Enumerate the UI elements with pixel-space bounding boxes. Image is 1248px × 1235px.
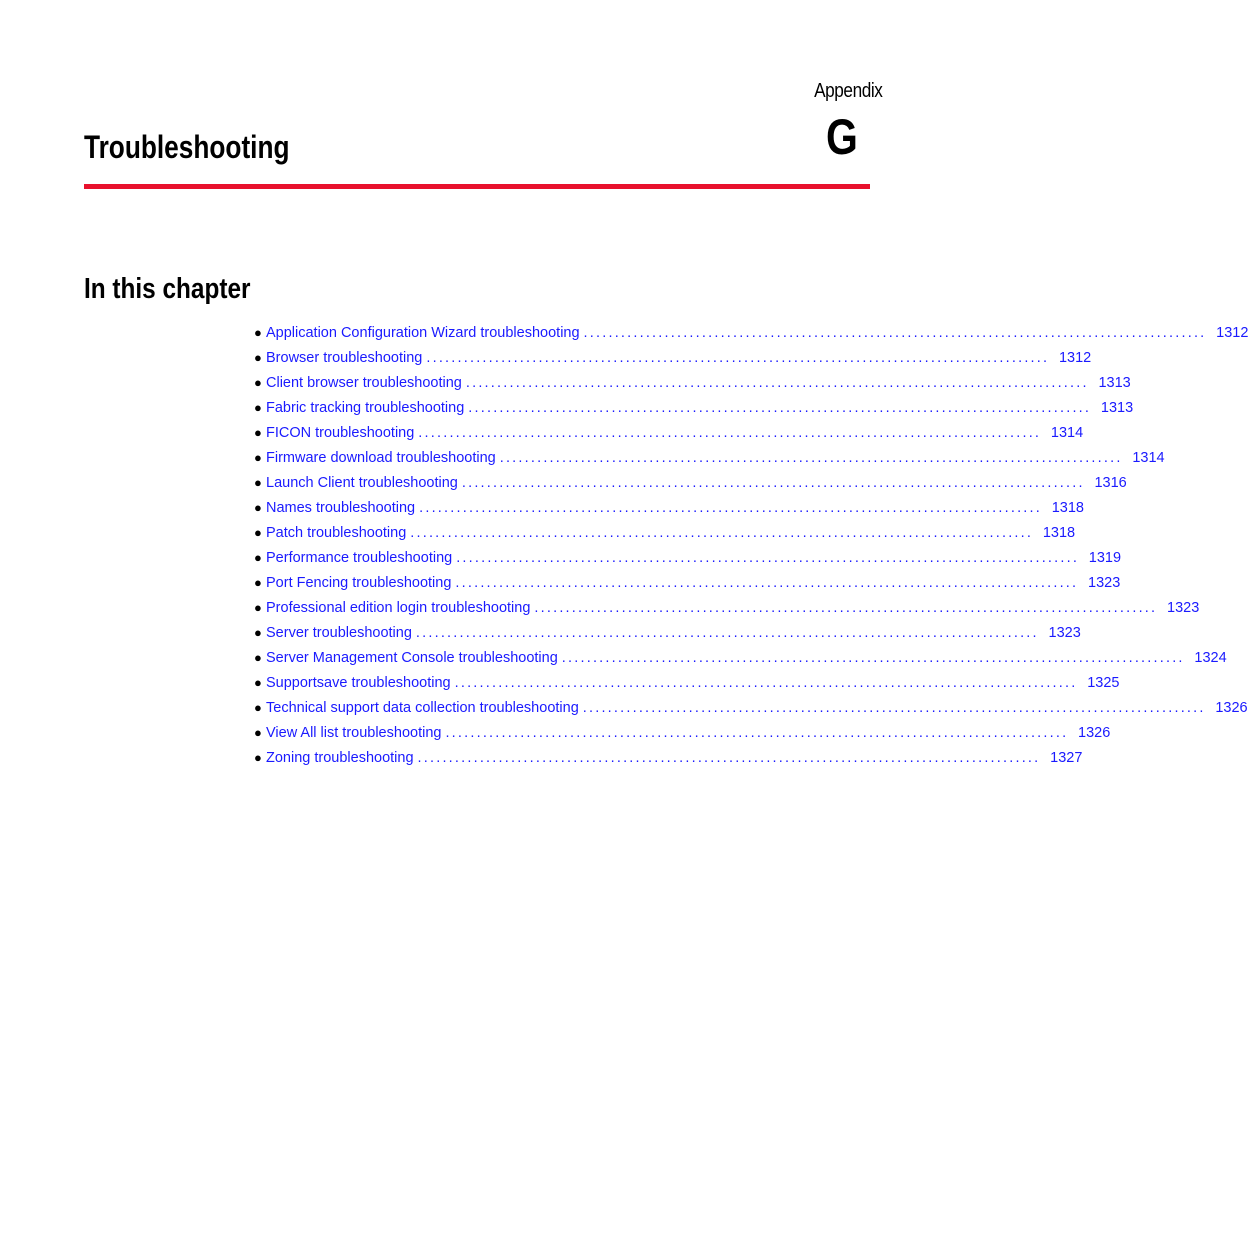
toc-link[interactable]: Technical support data collection troubleshooting — [266, 700, 579, 716]
dot-leader: .................................................................................................... — [419, 500, 1042, 516]
section-heading: In this chapter — [84, 273, 251, 305]
bullet-icon: ● — [254, 350, 262, 365]
toc-item[interactable] — [254, 570, 1121, 595]
toc-page-number[interactable]: 1319 — [1088, 550, 1122, 566]
toc-page-number[interactable]: 1316 — [1094, 475, 1127, 491]
toc-item[interactable] — [254, 445, 1165, 470]
toc-link[interactable]: Port Fencing troubleshooting — [266, 575, 452, 591]
toc-item[interactable] — [254, 545, 1122, 570]
toc-item[interactable] — [254, 345, 1092, 370]
bullet-icon: ● — [254, 650, 262, 665]
toc-item[interactable] — [254, 745, 1083, 770]
bullet-icon: ● — [254, 475, 262, 490]
toc-item[interactable] — [254, 670, 1120, 695]
toc-page-number[interactable]: 1326 — [1078, 725, 1111, 741]
toc-link[interactable]: Server Management Console troubleshooting — [266, 650, 558, 666]
bullet-icon: ● — [254, 700, 262, 715]
toc-link[interactable]: Launch Client troubleshooting — [266, 475, 458, 491]
dot-leader: .................................................................................................... — [582, 700, 1206, 716]
toc-page-number[interactable]: 1323 — [1167, 600, 1200, 616]
toc-link[interactable]: Client browser troubleshooting — [266, 375, 462, 391]
bullet-icon: ● — [254, 400, 262, 415]
dot-leader: .................................................................................................... — [418, 425, 1042, 441]
toc-page-number[interactable]: 1323 — [1088, 575, 1121, 591]
toc-item[interactable] — [254, 720, 1111, 745]
toc-link[interactable]: Performance troubleshooting — [266, 550, 453, 566]
bullet-icon: ● — [254, 425, 262, 440]
toc-item[interactable] — [254, 395, 1134, 420]
toc-page-number[interactable]: 1318 — [1042, 525, 1076, 541]
dot-leader: .................................................................................................... — [583, 325, 1207, 341]
toc-item[interactable] — [254, 695, 1248, 720]
toc-link[interactable]: Application Configuration Wizard troubleshooting — [266, 325, 580, 341]
toc-link[interactable]: FICON troubleshooting — [266, 425, 415, 441]
dot-leader: .................................................................................................... — [417, 750, 1041, 766]
toc-link[interactable]: Patch troubleshooting — [266, 525, 407, 541]
toc-item[interactable] — [254, 495, 1084, 520]
bullet-icon: ● — [254, 325, 262, 340]
bullet-icon: ● — [254, 625, 262, 640]
bullet-icon: ● — [254, 600, 262, 615]
dot-leader: .................................................................................................... — [410, 525, 1034, 541]
bullet-icon: ● — [254, 750, 262, 765]
dot-leader: .................................................................................................... — [455, 575, 1079, 591]
bullet-icon: ● — [254, 575, 262, 590]
dot-leader: .................................................................................................... — [426, 350, 1050, 366]
toc-link[interactable]: Firmware download troubleshooting — [266, 450, 496, 466]
toc-link[interactable]: Professional edition login troubleshooting — [266, 600, 531, 616]
toc-link[interactable]: Supportsave troubleshooting — [266, 675, 451, 691]
toc-item[interactable] — [254, 645, 1227, 670]
toc-item[interactable] — [254, 420, 1084, 445]
toc-page-number[interactable]: 1313 — [1098, 375, 1131, 391]
bullet-icon: ● — [254, 725, 262, 740]
appendix-letter: G — [826, 109, 858, 165]
toc-link[interactable]: Names troubleshooting — [266, 500, 416, 516]
dot-leader: .................................................................................................... — [415, 625, 1039, 641]
toc-page-number[interactable]: 1326 — [1215, 700, 1248, 716]
bullet-icon: ● — [254, 375, 262, 390]
bullet-icon: ● — [254, 450, 262, 465]
toc-item[interactable] — [254, 370, 1131, 395]
toc-page-number[interactable]: 1318 — [1051, 500, 1084, 516]
toc-page-number[interactable]: 1314 — [1132, 450, 1165, 466]
toc-page-number[interactable]: 1312 — [1216, 325, 1248, 341]
toc-page-number[interactable]: 1325 — [1087, 675, 1120, 691]
toc-page-number[interactable]: 1313 — [1100, 400, 1134, 416]
toc-page-number[interactable]: 1314 — [1050, 425, 1084, 441]
dot-leader: .................................................................................................... — [465, 375, 1089, 391]
dot-leader: .................................................................................................... — [561, 650, 1185, 666]
chapter-title: Troubleshooting — [84, 129, 290, 165]
toc-link[interactable]: Browser troubleshooting — [266, 350, 423, 366]
title-rule — [84, 184, 870, 189]
dot-leader: .................................................................................................... — [454, 675, 1078, 691]
toc-link[interactable]: Server troubleshooting — [266, 625, 412, 641]
toc-link[interactable]: View All list troubleshooting — [266, 725, 442, 741]
bullet-icon: ● — [254, 525, 262, 540]
appendix-label: Appendix — [813, 80, 882, 102]
bullet-icon: ● — [254, 550, 262, 565]
dot-leader: .................................................................................................... — [534, 600, 1158, 616]
toc-item[interactable] — [254, 470, 1127, 495]
dot-leader: .................................................................................................... — [456, 550, 1080, 566]
dot-leader: .................................................................................................... — [445, 725, 1069, 741]
toc-link[interactable]: Zoning troubleshooting — [266, 750, 414, 766]
toc-page-number[interactable]: 1323 — [1048, 625, 1081, 641]
dot-leader: .................................................................................................... — [499, 450, 1123, 466]
bullet-icon: ● — [254, 500, 262, 515]
dot-leader: .................................................................................................... — [468, 400, 1092, 416]
toc-page-number[interactable]: 1327 — [1050, 750, 1083, 766]
bullet-icon: ● — [254, 675, 262, 690]
toc-item[interactable] — [254, 620, 1081, 645]
toc-page-number[interactable]: 1324 — [1194, 650, 1227, 666]
toc-item[interactable] — [254, 320, 1248, 345]
toc-link[interactable]: Fabric tracking troubleshooting — [266, 400, 465, 416]
toc-list — [254, 320, 1248, 770]
toc-item[interactable] — [254, 595, 1200, 620]
toc-page-number[interactable]: 1312 — [1058, 350, 1092, 366]
toc-item[interactable] — [254, 520, 1076, 545]
dot-leader: .................................................................................................... — [461, 475, 1085, 491]
